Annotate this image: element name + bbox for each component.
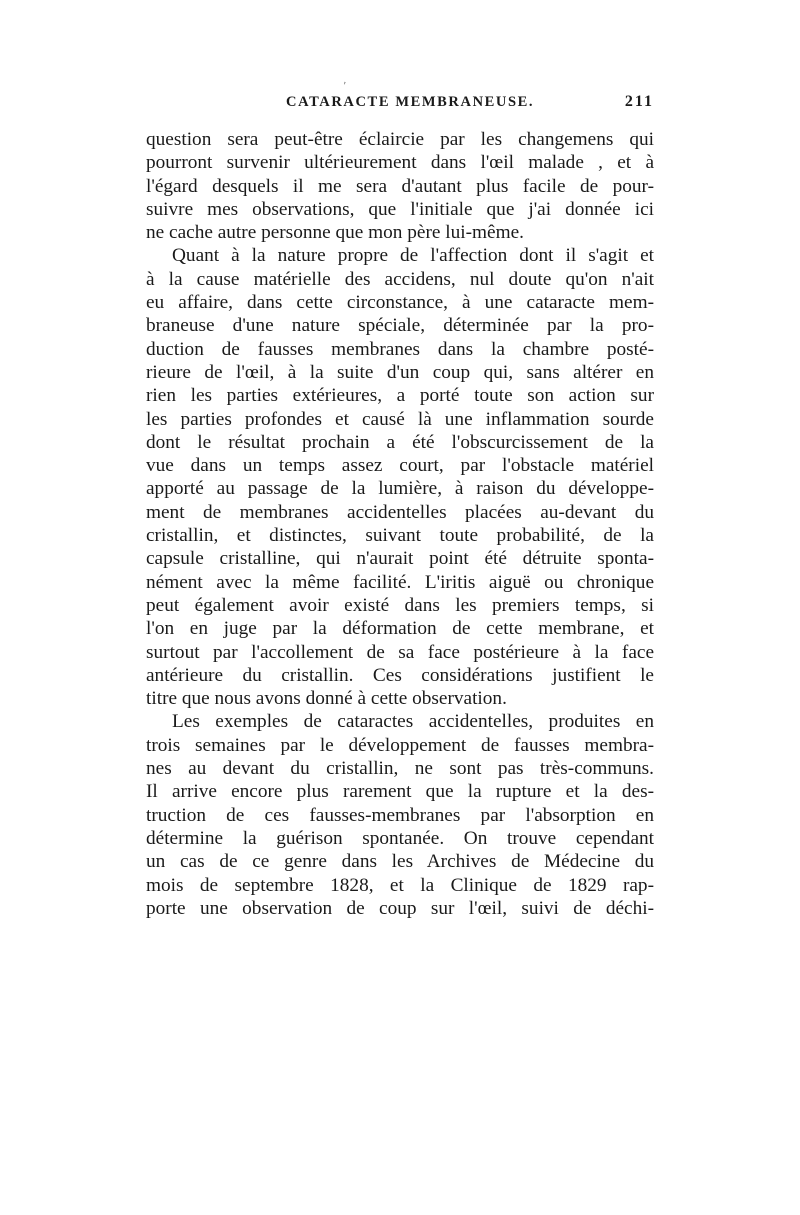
- tick-mark: ': [341, 79, 347, 93]
- text-line: vue dans un temps assez court, par l'obstacle matériel: [146, 455, 654, 477]
- text-line: trois semaines par le développement de fausses membra-: [146, 734, 654, 756]
- text-line: l'on en juge par la déformation de cette membrane, et: [146, 618, 654, 640]
- page-header: [146, 94, 654, 120]
- running-title: CATARACTE MEMBRANEUSE.: [286, 94, 535, 110]
- text-line: rieure de l'œil, à la suite d'un coup qui, sans altérer en: [146, 361, 654, 383]
- page-number: 211: [624, 93, 654, 110]
- text-line: les parties profondes et causé là une inflammation sourde: [146, 408, 654, 430]
- body-text: [146, 128, 654, 920]
- text-line: à la cause matérielle des accidens, nul doute qu'on n'ait: [146, 268, 654, 290]
- text-line: suivre mes observations, que l'initiale que j'ai donnée ici: [146, 198, 654, 220]
- text-line: peut également avoir existé dans les premiers temps, si: [146, 594, 654, 616]
- text-line: antérieure du cristallin. Ces considérations justifient le: [146, 664, 654, 686]
- text-line: un cas de ce genre dans les Archives de Médecine du: [146, 851, 654, 873]
- text-line: pourront survenir ultérieurement dans l'œil malade , et à: [146, 152, 654, 174]
- text-line: Il arrive encore plus rarement que la rupture et la des-: [146, 781, 654, 803]
- text-line: Les exemples de cataractes accidentelles, produites en: [172, 711, 654, 733]
- text-line: duction de fausses membranes dans la chambre posté-: [146, 338, 654, 360]
- text-line: titre que nous avons donné à cette observation.: [146, 688, 507, 710]
- text-line: porte une observation de coup sur l'œil, suivi de déchi-: [146, 897, 654, 919]
- text-line: ne cache autre personne que mon père lui-même.: [146, 222, 524, 244]
- text-line: eu affaire, dans cette circonstance, à une cataracte mem-: [146, 292, 654, 314]
- text-line: ment de membranes accidentelles placées au-devant du: [146, 501, 654, 523]
- text-line: nément avec la même facilité. L'iritis aiguë ou chronique: [146, 571, 654, 593]
- text-line: cristallin, et distinctes, suivant toute probabilité, de la: [146, 525, 654, 547]
- text-line: rien les parties extérieures, a porté toute son action sur: [146, 385, 654, 407]
- text-line: l'égard desquels il me sera d'autant plus facile de pour-: [146, 175, 654, 197]
- text-line: dont le résultat prochain a été l'obscurcissement de la: [146, 431, 654, 453]
- text-line: surtout par l'accollement de sa face postérieure à la face: [146, 641, 654, 663]
- text-line: nes au devant du cristallin, ne sont pas très-communs.: [146, 758, 654, 780]
- text-line: truction de ces fausses-membranes par l'absorption en: [146, 804, 654, 826]
- text-line: apporté au passage de la lumière, à raison du développe-: [146, 478, 654, 500]
- text-line: mois de septembre 1828, et la Clinique de 1829 rap-: [146, 874, 654, 896]
- text-line: question sera peut-être éclaircie par les changemens qui: [146, 129, 654, 150]
- text-line: braneuse d'une nature spéciale, déterminée par la pro-: [146, 315, 654, 337]
- text-line: détermine la guérison spontanée. On trouve cependant: [146, 827, 654, 849]
- text-line: Quant à la nature propre de l'affection dont il s'agit et: [172, 245, 654, 267]
- text-line: capsule cristalline, qui n'aurait point été détruite sponta-: [146, 548, 654, 570]
